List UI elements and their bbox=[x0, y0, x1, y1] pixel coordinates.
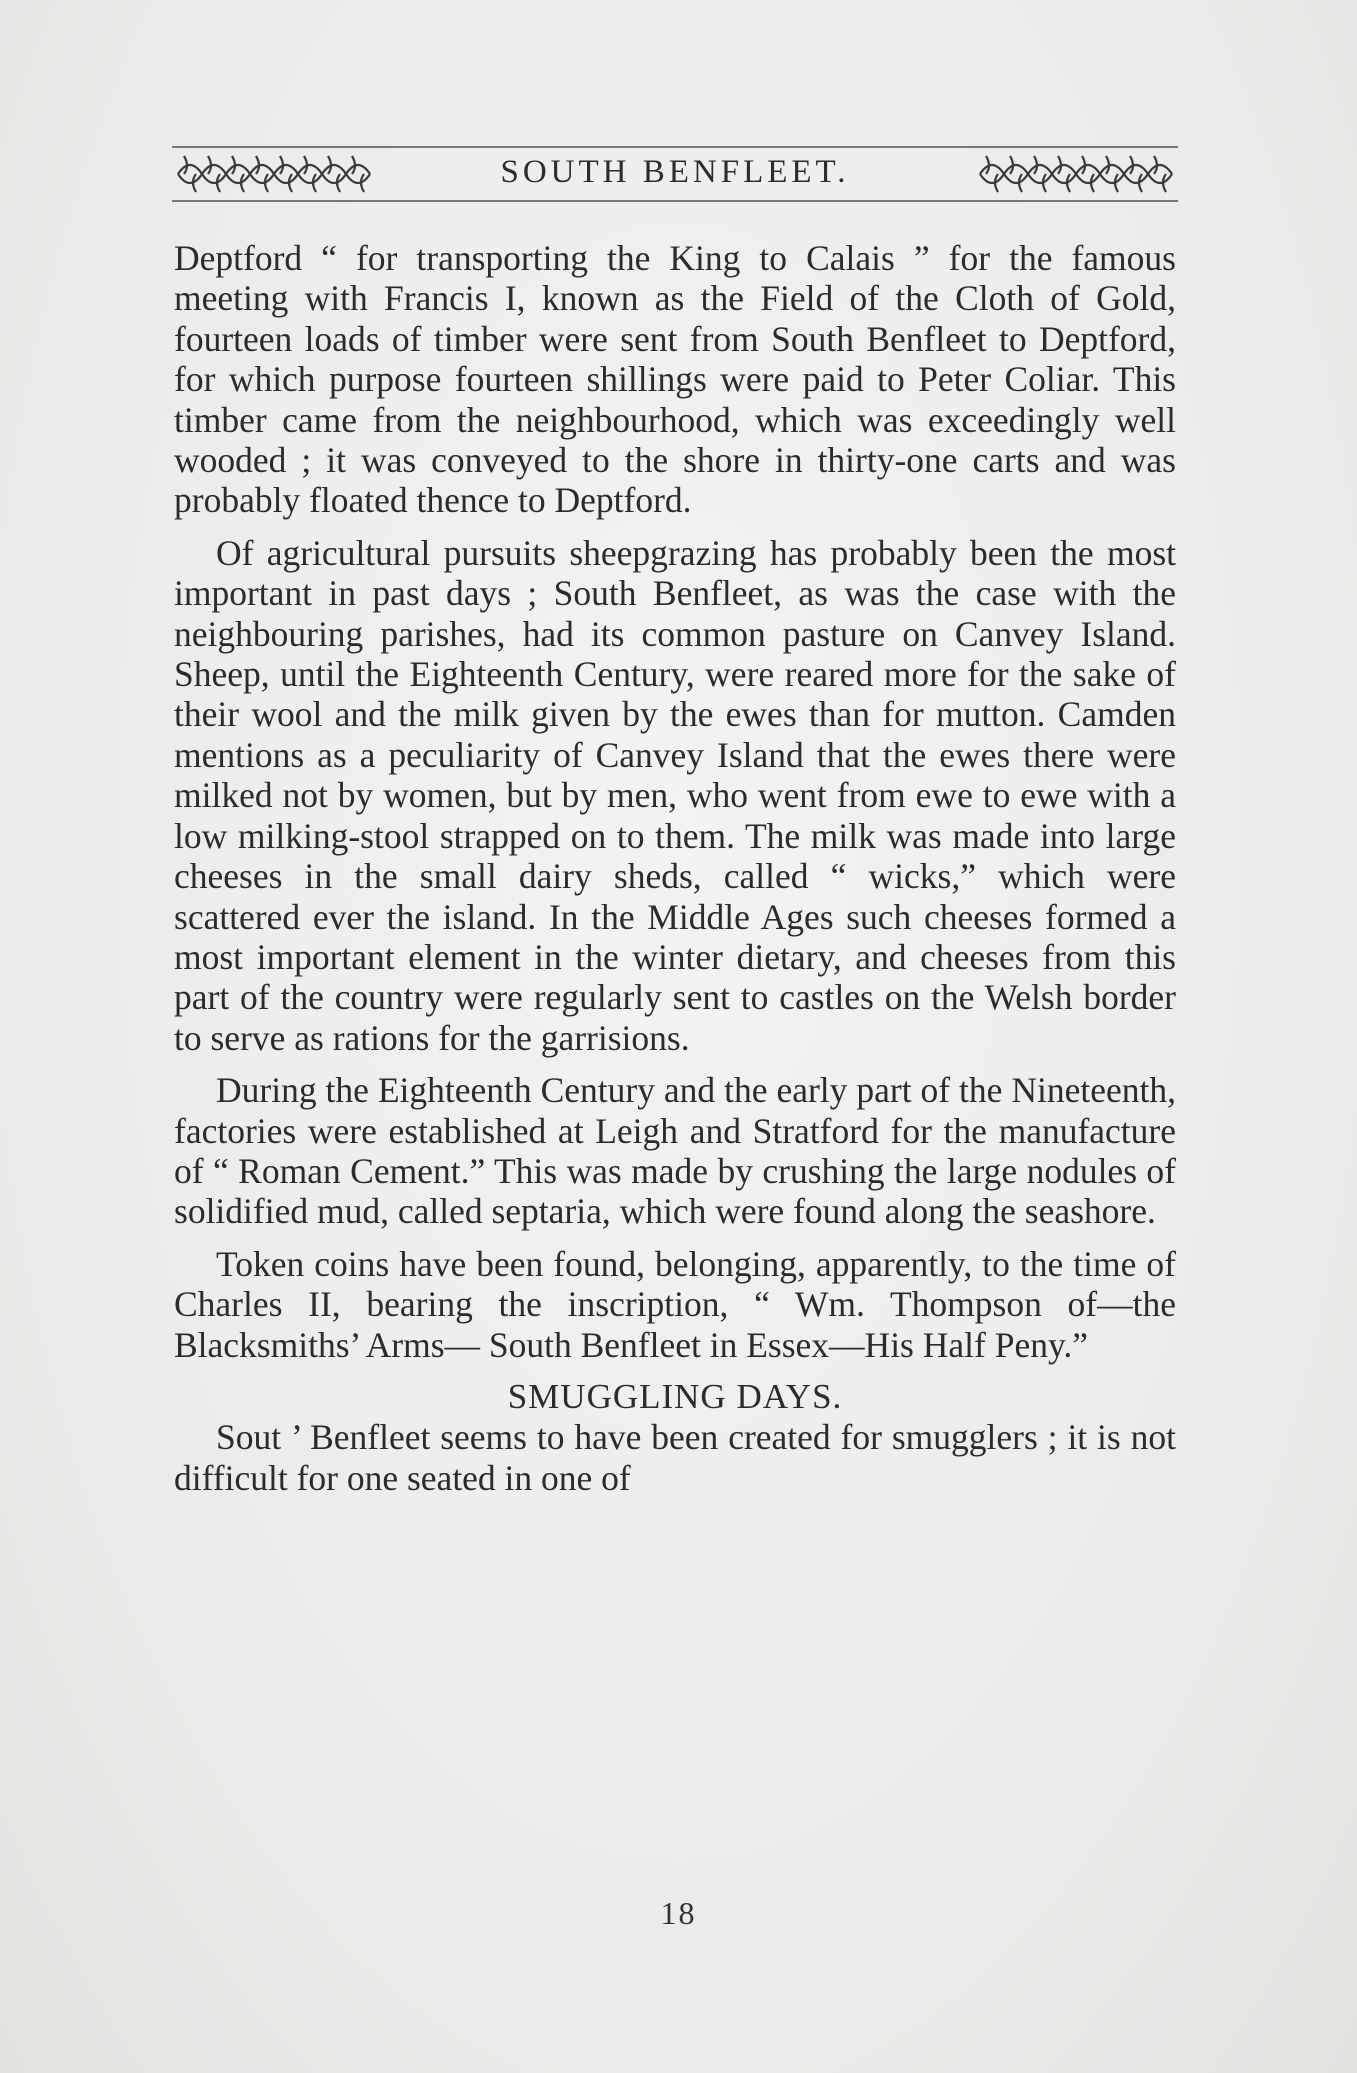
paragraph: Token coins have been found, belonging, apparently, to the time of Charles II, bearing the inscription, “ Wm. Thompson of—the Blacksmiths’ Arms— South Benfleet in Essex—His Half Peny.” bbox=[174, 1243, 1176, 1365]
page-header bbox=[172, 142, 1178, 204]
header-rule-top bbox=[172, 146, 1178, 148]
header-rule-bottom bbox=[172, 200, 1178, 202]
ornament-band-right-icon bbox=[976, 150, 1176, 198]
paragraph: During the Eighteenth Century and the early part of the Nineteenth, factories were established at Leigh and Stratford for the manufacture of “ Roman Cement.” This was made by crushing the large nodules of solidified mud, called septaria, which were found along the seashore. bbox=[174, 1070, 1176, 1232]
paragraph: Deptford “ for transporting the King to Calais ” for the famous meeting with Francis I, known as the Field of the Cloth of Gold, fourteen loads of timber were sent from South Benfleet to Deptford, for which purpose fourteen shillings were paid to Peter Coliar. This timber came from the neighbourhood, which was exceedingly well wooded ; it was conveyed to the shore in thirty-one carts and was probably floated thence to Deptford. bbox=[174, 238, 1176, 521]
running-head: SOUTH BENFLEET. bbox=[500, 154, 850, 190]
body-text bbox=[174, 238, 1176, 1510]
paragraph: Of agricultural pursuits sheepgrazing has probably been the most important in past days ; South Benfleet, as was the case with the neighbouring parishes, had its common pasture on Canvey Island. Sheep, until the Eighteenth Century, were reared more for the sake of their wool and the milk given by the ewes than for mutton. Camden mentions as a peculiarity of Canvey Island that the ewes there were milked not by women, but by men, who went from ewe to ewe with a low milking-stool strapped on to them. The milk was made into large cheeses in the small dairy sheds, called “ wicks,” which were scattered ever the island. In the Middle Ages such cheeses formed a most important element in the winter dietary, and cheeses from this part of the country were regularly sent to castles on the Welsh border to serve as rations for the garrisions. bbox=[174, 532, 1176, 1058]
section-heading: SMUGGLING DAYS. bbox=[507, 1376, 843, 1416]
paragraph: Sout ’ Benfleet seems to have been created for smugglers ; it is not difficult for one seated in one of bbox=[174, 1417, 1176, 1498]
page-number: 18 bbox=[660, 1895, 697, 1931]
